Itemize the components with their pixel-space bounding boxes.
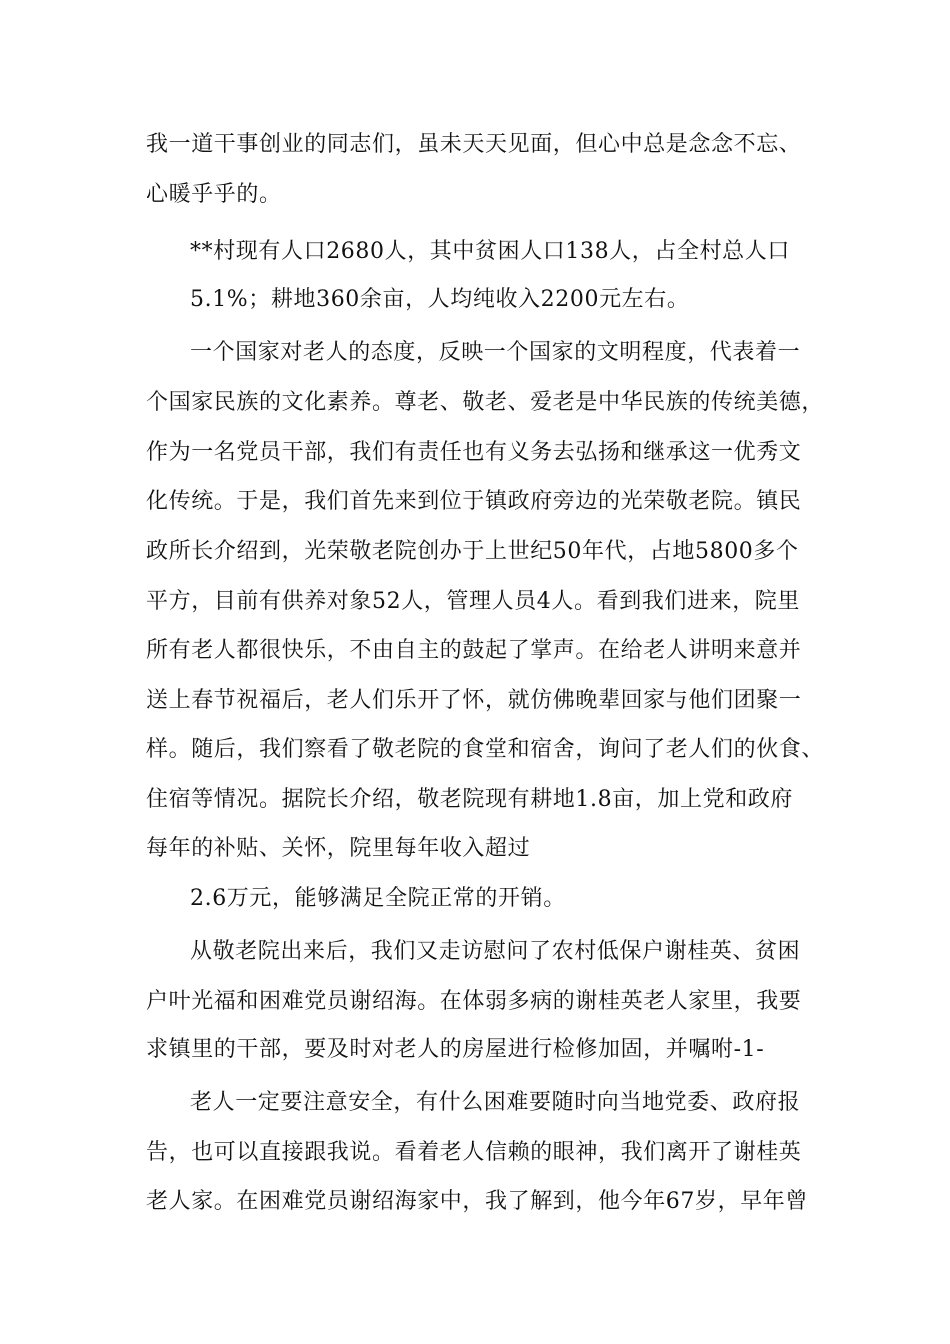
text-line: 住宿等情况。据院长介绍，敬老院现有耕地1.8亩，加上党和政府 <box>146 787 793 812</box>
text-line: 个国家民族的文化素养。尊老、敬老、爱老是中华民族的传统美德， <box>146 390 825 415</box>
text-line: 2.6万元，能够满足全院正常的开销。 <box>190 886 566 911</box>
text-line: 老人一定要注意安全，有什么困难要随时向当地党委、政府报 <box>190 1090 801 1115</box>
text-line: 心暖乎乎的。 <box>146 182 282 207</box>
text-line: 作为一名党员干部，我们有责任也有义务去弘扬和继承这一优秀文 <box>146 440 802 465</box>
text-line: 从敬老院出来后，我们又走访慰问了农村低保户谢桂英、贫困 <box>190 939 801 964</box>
text-line: 样。随后，我们察看了敬老院的食堂和宿舍，询问了老人们的伙食、 <box>146 737 825 762</box>
text-line: 户叶光福和困难党员谢绍海。在体弱多病的谢桂英老人家里，我要 <box>146 989 802 1014</box>
text-line: 所有老人都很快乐，不由自主的鼓起了掌声。在给老人讲明来意并 <box>146 638 802 663</box>
text-line: 告，也可以直接跟我说。看着老人信赖的眼神，我们离开了谢桂英 <box>146 1140 802 1165</box>
text-line: **村现有人口2680人，其中贫困人口138人，占全村总人口 <box>190 239 790 264</box>
text-line: 我一道干事创业的同志们，虽未天天见面，但心中总是念念不忘、 <box>146 132 802 157</box>
text-line: 老人家。在困难党员谢绍海家中，我了解到，他今年67岁，早年曾 <box>146 1189 808 1214</box>
text-line: 5.1%；耕地360余亩，人均纯收入2200元左右。 <box>190 287 690 312</box>
text-line: 化传统。于是，我们首先来到位于镇政府旁边的光荣敬老院。镇民 <box>146 489 802 514</box>
text-line: 送上春节祝福后，老人们乐开了怀，就仿佛晚辈回家与他们团聚一 <box>146 688 802 713</box>
text-line: 每年的补贴、关怀，院里每年收入超过 <box>146 836 531 861</box>
text-line: 一个国家对老人的态度，反映一个国家的文明程度，代表着一 <box>190 340 801 365</box>
text-line: 平方，目前有供养对象52人，管理人员4人。看到我们进来，院里 <box>146 589 800 614</box>
text-line: 求镇里的干部，要及时对老人的房屋进行检修加固，并嘱咐-1- <box>146 1037 765 1062</box>
text-line: 政所长介绍到，光荣敬老院创办于上世纪50年代，占地5800多个 <box>146 539 799 564</box>
